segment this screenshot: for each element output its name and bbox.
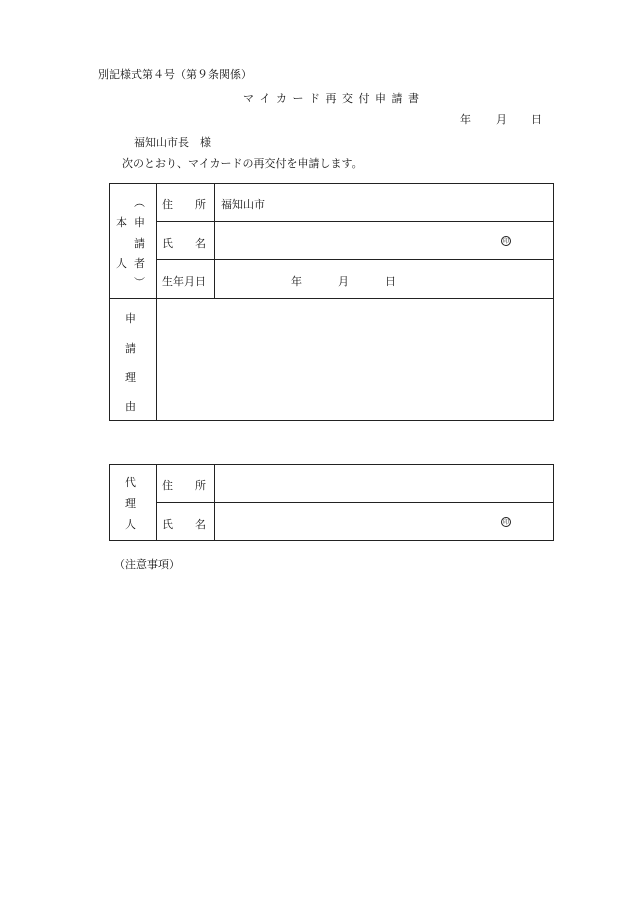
date-month-label: 月 [496,113,507,126]
date-day-label: 日 [531,113,542,126]
table-divider [156,259,554,260]
birth-day-label: 日 [385,275,396,288]
applicant-side-label-2: 人 [116,257,127,270]
seal-mark: 印 [502,238,509,245]
address-field[interactable]: 福知山市 [221,198,265,211]
name-label: 氏 名 [162,237,206,250]
applicant-paren-char: 請 [134,237,145,250]
table-divider [156,221,554,222]
agent-label-char: 人 [125,518,136,531]
seal-mark: 印 [502,519,509,526]
document-title: マ イ カ ー ド 再 交 付 申 請 書 [243,92,420,105]
table-divider [156,502,554,503]
reason-field[interactable] [162,304,547,414]
birthdate-label: 生年月日 [162,275,206,288]
agent-name-field[interactable] [221,508,491,534]
agent-label-char: 理 [125,497,136,510]
agent-name-label: 氏 名 [162,518,206,531]
birth-year-label: 年 [291,275,302,288]
address-label: 住 所 [162,198,206,211]
form-number-label: 別記様式第４号（第９条関係） [98,68,252,81]
reason-label-char: 由 [125,400,136,413]
agent-address-label: 住 所 [162,479,206,492]
addressee: 福知山市長 様 [134,136,211,149]
notes-label: （注意事項） [114,558,180,571]
table-divider [109,298,554,299]
reason-label-char: 申 [125,312,136,325]
agent-address-field[interactable] [221,470,541,496]
birth-month-label: 月 [338,275,349,288]
date-year-label: 年 [460,113,471,126]
applicant-paren-open: ︵ [134,196,145,209]
applicant-paren-char: 者 [134,257,145,270]
applicant-side-label-1: 本 [116,216,127,229]
intro-text: 次のとおり、マイカードの再交付を申請します。 [122,157,363,170]
table-divider [214,183,215,298]
name-field[interactable] [221,228,541,252]
applicant-paren-char: 申 [134,216,145,229]
reason-label-char: 理 [125,371,136,384]
table-divider [156,183,157,421]
agent-label-char: 代 [125,476,136,489]
applicant-paren-close: ︶ [134,276,145,289]
reason-label-char: 請 [125,342,136,355]
